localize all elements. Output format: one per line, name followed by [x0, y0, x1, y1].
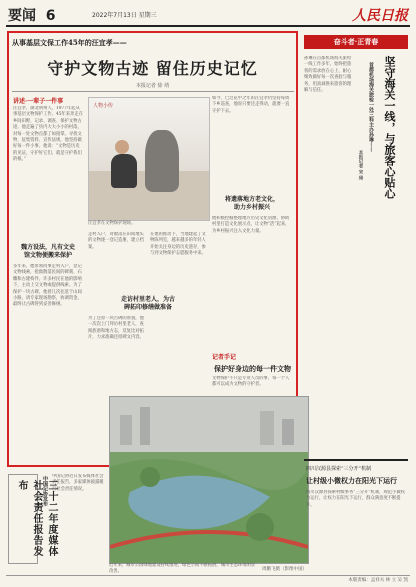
bottom-right-title: 让村级小微权力在阳光下运行: [306, 476, 397, 485]
page-header: [6, 5, 410, 27]
left-kicker: 中国记协发布: [42, 476, 48, 506]
article-column-2b: 为了还原一块古碑的原貌，他一次次上门拜访村里老人，查阅族谱和地方志，反复比对拓片，力求准确还原碑文内容。: [88, 316, 144, 341]
photo-caption: 汪宜孝在文物保护现场。: [88, 221, 136, 226]
park-aerial-photo: [109, 396, 309, 564]
right-banner: 奋斗者·正青春: [304, 35, 408, 49]
stone-stele-figure: [145, 130, 179, 192]
issue-date: 2022年7月13日 星期三: [92, 12, 157, 19]
feature-kicker: 从事基层文保工作45年的汪宜孝——: [12, 38, 127, 47]
article-column-2: 走村入户，对散落在田间地头的文物逐一登记造册，建立档案。: [88, 232, 144, 250]
bottom-right-kicker: 四川汉源县探索“三分开”机制: [306, 466, 372, 472]
masthead-logo: 人民日报: [352, 8, 408, 24]
divider: [12, 91, 294, 92]
right-byline: 本报记者 宋 琦: [358, 150, 363, 181]
subhead-3: 将遗落地方老文化， 助力乡村振兴: [224, 196, 279, 211]
feature-photo: [88, 97, 210, 221]
feature-headline: 守护文物古迹 留住历史记忆: [47, 59, 258, 78]
left-article-text: 中国记协近日发布媒体社会责任报告，多家媒体披露履行社会责任情况。: [52, 474, 104, 492]
right-article-text: 孙琳在首都机场海关旅检一线工作多年，始终把旅客的需求放在心上，耐心细致做好每一次查验与服务，用真诚换来旅客的理解与信任。: [304, 56, 352, 94]
bottom-right-divider: [304, 459, 408, 461]
editors-line: 本版责编：孟祥夫 林 立 吴 凯: [348, 578, 408, 583]
photo-label: 人物小传: [93, 103, 114, 109]
article-column-1: 汪宜孝，湖北荆州人，1977年起从事基层文物保护工作，45年来奔走在乡间田野，记录、调查、保护文物古迹。他走遍了县内大大小小的村落，对每一处文物点都了如指掌。寻找文物、征集资料、宣传法规，他坚持做好每一件小事。他说：“文物是历史的见证，守护好它们，就是守护我们的根。”: [13, 106, 83, 163]
reporter-note-text: 文物保护不只是专业人员的事，每一个人都可以成为文物的守护者。: [212, 376, 290, 388]
reporter-note-title: 保护好身边的每一件文物: [214, 364, 291, 373]
subhead-1: 魏方设法，凡有文史 馆文物便搬来保护: [20, 244, 75, 259]
page-footer: [6, 575, 410, 585]
section-tag: 讲述·一辈子一件事: [13, 98, 64, 105]
right-vertical-kicker: 首都机场海关旅检一处三科主办孙琳——: [368, 62, 374, 152]
article-column-4: 如今，已过花甲之年的汪宜孝仍坚持每周下乡巡查，他说只要还走得动，就要一直守护下去。: [212, 96, 290, 114]
bottom-right-text: 四川汉源县探索村级事务“三分开”机制，规范小微权力运行，让权力在阳光下运行，群众满意度不断提升。: [306, 490, 405, 508]
article-column-1b: 多年来，他带领同事走村入户，登记文物线索，抢救散落民间的碑刻、石雕和古建构件。许多村民在他的影响下，主动上交文物或提供线索。为了保护一块古碑，他曾几次往返于山间小路，请专家现场勘察，协调资金，最终让古碑得到妥善修缮。: [13, 264, 82, 308]
person-head: [115, 140, 129, 154]
section-title: 要闻 6: [8, 8, 56, 24]
park-credit: 周鹏飞摄（影像中国）: [262, 567, 307, 572]
reporter-note-tag: 记者手记: [212, 354, 237, 361]
right-vertical-title: 坚守海关一线，与旅客心贴心: [383, 56, 396, 199]
feature-byline: 本报记者 徐 靖: [135, 83, 170, 89]
park-caption: 近年来，城市公园绿地建设持续推进，绿色空间不断拓展，城市生态环境明显改善。: [109, 563, 256, 575]
article-column-4b: 他积极挖掘整理地方历史文化资源，协助村里打造文化展示点，让文物“活”起来，为乡村振兴注入文化力量。: [212, 216, 290, 234]
person-figure: [111, 154, 137, 188]
subhead-2: 走访村里老人，为古 碑拓印修缮做准备: [120, 296, 175, 311]
article-column-3: 在他的推动下，当地建起了文物陈列室，越来越多的年轻人开始关注身边的历史遗存，参与到文物保护志愿服务中来。: [150, 232, 206, 257]
left-vertical-title: 三十二年度媒体社会责任报告发布: [16, 480, 57, 557]
